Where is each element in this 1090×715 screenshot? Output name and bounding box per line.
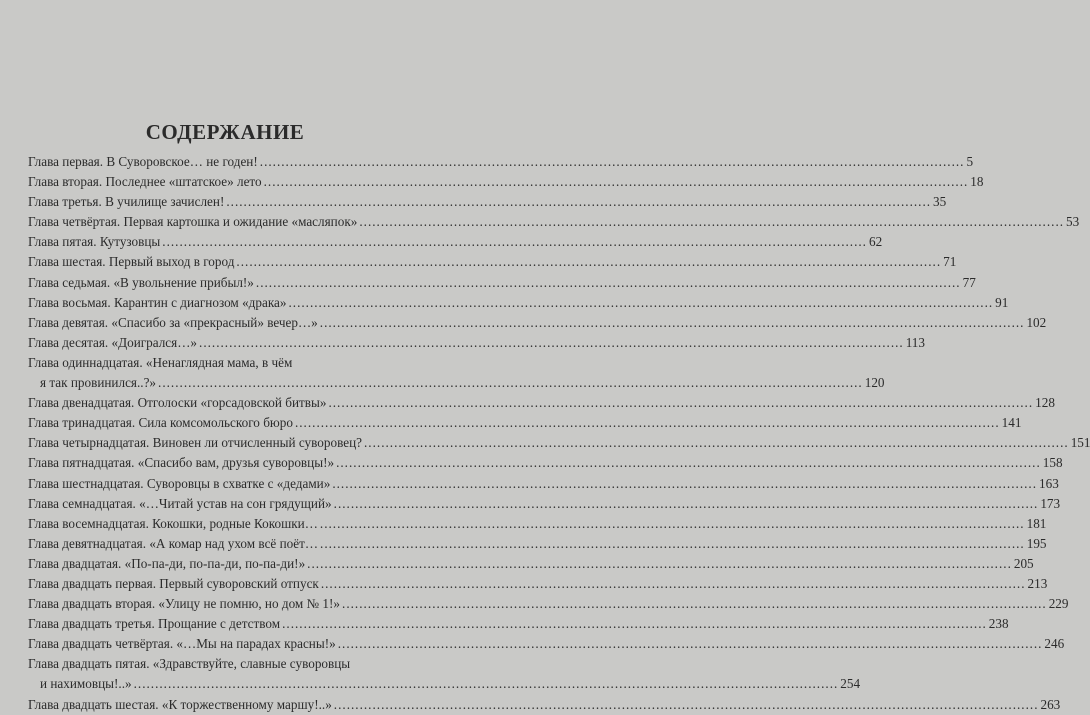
toc-page-number: 62	[868, 234, 883, 250]
toc-page-number: 238	[988, 616, 1009, 632]
dot-leader	[334, 494, 1039, 514]
toc-entry	[28, 252, 957, 272]
dot-leader	[158, 373, 863, 393]
toc-page-number: 18	[970, 174, 984, 190]
dot-leader	[359, 212, 1064, 232]
toc-entry	[28, 433, 1090, 453]
toc-entry-title: Глава девятая. «Спасибо за «прекрасный» вечер…»	[28, 314, 318, 330]
toc-entry	[28, 192, 947, 212]
dot-leader	[334, 695, 1039, 715]
toc-entry	[28, 333, 925, 353]
dot-leader	[134, 674, 839, 694]
toc-entry-title: Глава восемнадцатая. Кокошки, родные Кокошки…	[28, 515, 318, 531]
toc-entry-title: Глава девятнадцатая. «А комар над ухом всё поёт…	[28, 535, 319, 551]
toc-page-number: 53	[1066, 214, 1080, 230]
dot-leader	[364, 433, 1069, 453]
toc-page-number: 35	[933, 194, 947, 210]
toc-page-number: 181	[1026, 515, 1047, 531]
dot-leader	[260, 152, 965, 172]
toc-entry	[28, 453, 1063, 473]
toc-entry-title: Глава двадцать вторая. «Улицу не помню, но дом № 1!»	[28, 596, 341, 612]
dot-leader	[307, 554, 1012, 574]
toc-entry-title: Глава двадцать шестая. «К торжественному маршу!..»	[28, 696, 332, 712]
toc-page-number: 195	[1026, 535, 1047, 551]
toc-page-number: 128	[1035, 395, 1055, 411]
toc-entry-title: Глава пятнадцатая. «Спасибо вам, друзья суворовцы!»	[28, 455, 335, 471]
toc-entry-title: Глава первая. В Суворовское… не годен!	[28, 154, 258, 169]
dot-leader	[321, 574, 1026, 594]
dot-leader	[236, 252, 941, 272]
toc-entry-title: Глава вторая. Последнее «штатское» лето	[28, 174, 262, 190]
toc-entry-title-line: Глава одиннадцатая. «Ненаглядная мама, в чём	[28, 354, 293, 370]
dot-leader	[162, 232, 867, 252]
toc-entry-title: Глава пятая. Кутузовцы	[28, 234, 161, 250]
dot-leader	[336, 453, 1041, 473]
toc-page-number: 213	[1027, 575, 1048, 591]
dot-leader	[256, 273, 961, 293]
toc-page-number: 77	[962, 274, 976, 290]
dot-leader	[332, 474, 1037, 494]
dot-leader	[264, 172, 969, 192]
table-of-contents	[28, 152, 1090, 715]
toc-entry-title: Глава третья. В училище зачислен!	[28, 194, 225, 210]
toc-entry	[28, 313, 1047, 333]
toc-page-number: 163	[1039, 475, 1059, 491]
toc-entry	[28, 152, 974, 172]
toc-entry	[28, 534, 1047, 554]
toc-entry-title: Глава четырнадцатая. Виновен ли отчисленный суворовец?	[28, 435, 362, 451]
dot-leader	[288, 293, 993, 313]
toc-page-number: 254	[840, 676, 861, 692]
toc-entry	[28, 634, 1065, 654]
dot-leader	[342, 594, 1047, 614]
toc-page-number: 91	[995, 294, 1009, 310]
toc-page-number: 151	[1070, 435, 1090, 451]
toc-entry	[28, 594, 1069, 614]
toc-entry	[28, 654, 861, 694]
toc-page-number: 263	[1040, 696, 1061, 712]
toc-entry-title-line: Глава двадцать пятая. «Здравствуйте, славные суворовцы	[28, 656, 351, 672]
toc-page-number: 71	[943, 254, 957, 270]
toc-entry	[28, 353, 885, 393]
toc-entry	[28, 293, 1009, 313]
dot-leader	[226, 192, 931, 212]
toc-entry	[28, 232, 883, 252]
toc-entry-title: Глава двенадцатая. Отголоски «горсадовской битвы»	[28, 395, 327, 411]
toc-entry	[28, 554, 1034, 574]
toc-entry	[28, 172, 984, 192]
page-title: СОДЕРЖАНИЕ	[145, 120, 305, 144]
dot-leader	[320, 514, 1025, 534]
toc-entry	[28, 212, 1080, 232]
toc-entry	[28, 494, 1061, 514]
toc-entry-title: Глава четвёртая. Первая картошка и ожидание «масляпок»	[28, 214, 358, 230]
toc-page-number: 205	[1013, 555, 1034, 571]
toc-entry-title: Глава восьмая. Карантин с диагнозом «драка»	[28, 294, 287, 310]
toc-page-number: 229	[1048, 596, 1069, 612]
dot-leader	[338, 634, 1043, 654]
toc-entry	[28, 474, 1059, 494]
dot-leader	[199, 333, 904, 353]
toc-page-number: 158	[1042, 455, 1063, 471]
toc-entry-title: Глава двадцать первая. Первый суворовский отпуск	[28, 575, 319, 591]
toc-entry-title: Глава семнадцатая. «…Читай устав на сон грядущий»	[28, 495, 332, 511]
toc-entry-title: Глава тринадцатая. Сила комсомольского бюро	[28, 415, 293, 431]
toc-entry	[28, 273, 976, 293]
toc-page-number: 246	[1044, 636, 1065, 652]
dot-leader	[295, 413, 1000, 433]
toc-entry	[28, 413, 1022, 433]
toc-entry-title: Глава седьмая. «В увольнение прибыл!»	[28, 274, 254, 290]
toc-page-number: 102	[1026, 314, 1047, 330]
toc-entry	[28, 393, 1055, 413]
dot-leader	[320, 534, 1025, 554]
toc-page-number: 141	[1001, 415, 1022, 431]
dot-leader	[328, 393, 1033, 413]
toc-page-number: 113	[905, 334, 925, 350]
toc-entry-title: Глава десятая. «Доигрался…»	[28, 334, 198, 350]
toc-entry-title: Глава шестнадцатая. Суворовцы в схватке с «дедами»	[28, 475, 331, 491]
dot-leader	[282, 614, 987, 634]
toc-entry-title: Глава двадцать третья. Прощание с детством	[28, 616, 281, 632]
toc-page-number: 173	[1040, 495, 1061, 511]
toc-entry-title: Глава шестая. Первый выход в город	[28, 254, 235, 270]
toc-entry-title: Глава двадцать четвёртая. «…Мы на парадах красны!»	[28, 636, 336, 652]
dot-leader	[320, 313, 1025, 333]
toc-entry	[28, 514, 1047, 534]
toc-entry	[28, 614, 1009, 634]
toc-entry-title: Глава двадцатая. «По-па-ди, по-па-ди, по-па-ди!»	[28, 555, 306, 571]
toc-page-number: 120	[864, 375, 885, 391]
toc-entry	[28, 695, 1061, 715]
toc-entry-title: я так провинился..?»	[40, 375, 157, 391]
toc-page-number: 5	[966, 154, 974, 169]
toc-entry	[28, 574, 1048, 594]
toc-entry-title: и нахимовцы!..»	[40, 676, 132, 692]
